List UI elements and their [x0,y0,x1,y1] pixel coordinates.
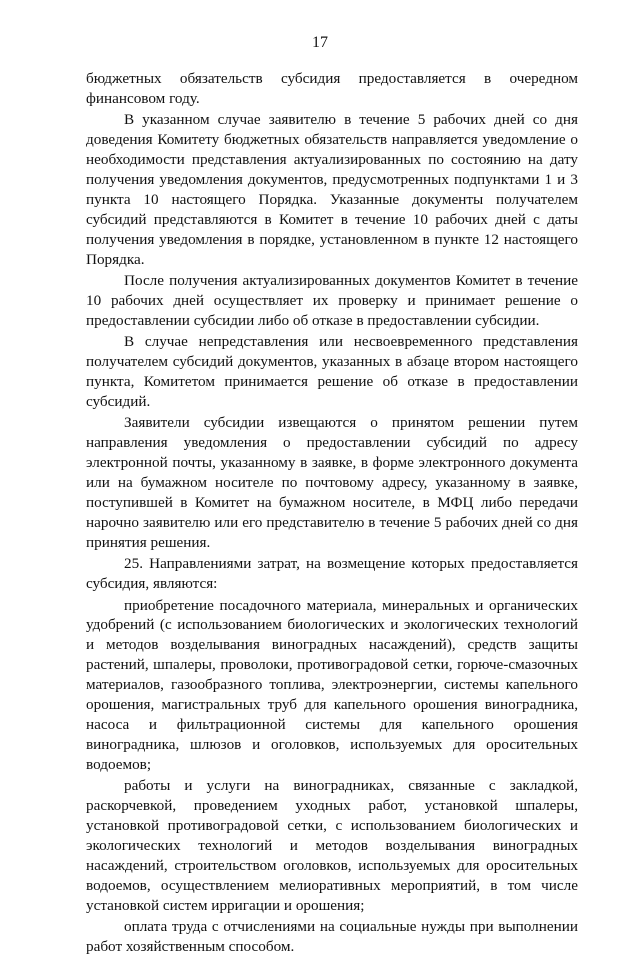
paragraph-applicant-notice: Заявители субсидии извещаются о принятом решении путем направления уведомления о предоставлении субсидий по адресу электронной почты, указанному в заявке, в форме электронного документа или на бумажном носителе по почтовому адресу, указанному в заявке, поступившей в Комитет на бумажном носителе, в МФЦ либо передачи нарочно заявителю или его представителю в течение 5 рабочих дней со дня принятия решения. [86,414,578,551]
paragraph-cost-labor: оплата труда с отчислениями на социальные нужды при выполнении работ хозяйственным способом. [86,918,578,955]
paragraph-cost-works: работы и услуги на виноградниках, связанные с закладкой, раскорчевкой, проведением уходных работ, установкой шпалеры, установкой противоградовой сетки, с использованием биологических и экологических технологий и методов возделывания виноградных насаждений, строительством оголовков, используемых для оросительных водоемов, осуществлением мелиоративных мероприятий, в том числе установкой систем ирригации и орошения; [86,777,578,914]
document-body [86,69,578,957]
paragraph-document-review: После получения актуализированных документов Комитет в течение 10 рабочих дней осуществляет их проверку и принимает решение о предоставлении субсидии либо об отказе в предоставлении субсидии. [86,272,578,329]
page-number: 17 [312,34,328,51]
paragraph-notification-deadline: В указанном случае заявителю в течение 5 рабочих дней со дня доведения Комитету бюджетных обязательств направляется уведомление о необходимости представления актуализированных по состоянию на дату получения уведомления документов, предусмотренных подпунктами 1 и 3 пункта 10 настоящего Порядка. Указанные документы получателем субсидий представляются в Комитет в течение 10 рабочих дней с даты получения уведомления в порядке, установленном в пункте 12 настоящего Порядка. [86,111,578,268]
paragraph-refusal-case: В случае непредставления или несвоевременного представления получателем субсидий документов, указанных в абзаце втором настоящего пункта, Комитетом принимается решение об отказе в предоставлении субсидий. [86,333,578,410]
paragraph-cost-materials: приобретение посадочного материала, минеральных и органических удобрений (с использованием биологических и экологических технологий и методов возделывания виноградных насаждений), средств защиты растений, шпалеры, проволоки, противоградовой сетки, горюче-смазочных материалов, газообразного топлива, электроэнергии, системы капельного орошения, магистральных труб для капельного орошения виноградника, насоса и фильтрационной системы для капельного орошения виноградника, шлюзов и оголовков, используемых для оросительных водоемов; [86,596,578,773]
paragraph-continuation: бюджетных обязательств субсидия предоставляется в очередном финансовом году. [86,70,578,107]
paragraph-clause-25: 25. Направлениями затрат, на возмещение которых предоставляется субсидия, являются: [86,555,578,593]
